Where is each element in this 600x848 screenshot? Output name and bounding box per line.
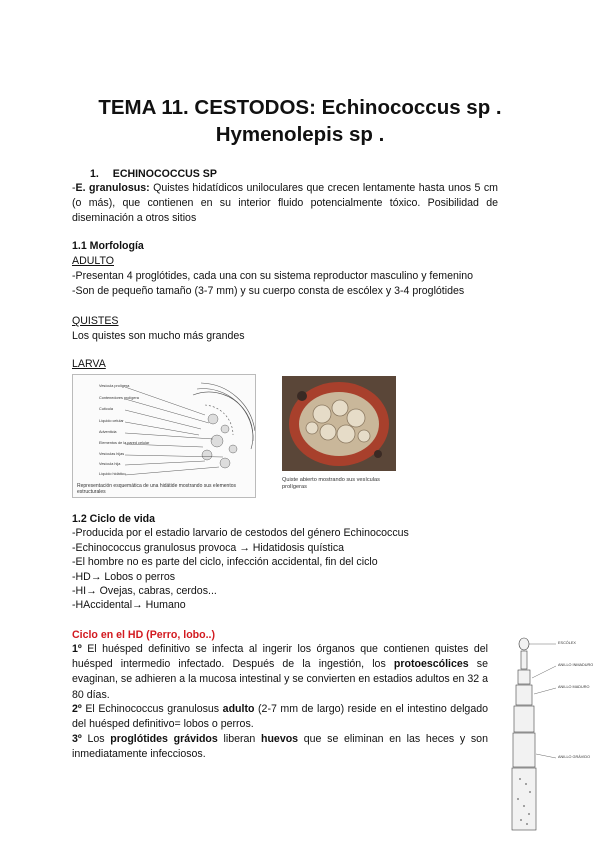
diagram-label-2: Contenedores prolígera <box>99 396 139 400</box>
cyst-photo-illustration <box>282 376 396 471</box>
step-3-text-a: Los <box>81 733 111 745</box>
hydatid-diagram <box>73 375 255 497</box>
worm-label-maduro: ANILLO MADURO <box>558 685 590 689</box>
step-2-number: 2º <box>72 703 82 715</box>
adulto-line-1: -Presentan 4 proglótides, cada una con su sistema reproductor masculino y femenino <box>72 270 474 282</box>
diagram-label-9: Líquido hidático <box>99 472 126 476</box>
diagram-label-7: Vesículas hijas <box>99 452 125 456</box>
intro-text: Quistes hidatídicos uniloculares que crecen lentamente hasta unos 5 cm (o más), que contienen en su interior fluido potencialmente tóxico. Posibilidad de diseminación a otros sitios <box>72 182 498 225</box>
quistes-label: QUISTES <box>72 315 119 327</box>
worm-label-inmaduro: ANILLO INMADURO <box>558 663 594 667</box>
diagram-label-1: Vesícula prolígera <box>99 384 130 388</box>
larva-label: LARVA <box>72 358 106 370</box>
ciclo-hd-heading: Ciclo en el HD (Perro, lobo..) <box>72 629 216 641</box>
step-1-term: protoescólices <box>393 658 469 671</box>
worm-label-escolex: ESCÓLEX <box>558 641 576 645</box>
diagram-label-3: Cutícula <box>99 407 113 411</box>
step-2-text-a: El Echinococcus granulosus <box>81 703 223 715</box>
morfologia-heading: 1.1 Morfología <box>72 240 144 252</box>
diagram-label-6: Elementos de la pared celular <box>99 441 150 445</box>
step-1-text-a: El huésped definitivo se infecta al ingerir los órganos que contienen quistes del huésped intermedio infectado. Después de la ingestión, los <box>72 643 488 671</box>
intro-prefix: - <box>72 182 76 194</box>
ciclo-line-5: -HI→ Ovejas, cabras, cerdos... <box>72 585 217 597</box>
section-heading <box>90 167 217 182</box>
ciclo-line-6: -HAccidental→ Humano <box>72 599 186 611</box>
ciclo-line-1: -Producida por el estadio larvario de cestodos del género Echinococcus <box>72 527 409 539</box>
worm-label-gravido: ANILLO GRÁVIDO <box>558 755 591 759</box>
adulto-line-2: -Son de pequeño tamaño (3-7 mm) y su cuerpo consta de escólex y 3-4 proglótides <box>72 285 465 297</box>
step-2-text-b: (2-7 mm de largo) reside en el intestino delgado del huésped definitivo= lobos o perros. <box>72 703 489 731</box>
hydatid-diagram-figure <box>72 374 256 498</box>
step-3-text-c: que se eliminan en las heces y son inmediatamente infecciosos. <box>72 733 488 761</box>
photo-caption: Quiste abierto mostrando sus vesículas prolígeras <box>282 477 380 490</box>
ciclo-line-2: -Echinococcus granulosus provoca → Hidatidosis quística <box>72 542 345 554</box>
step-2-term: adulto <box>222 703 255 715</box>
step-1-number: 1º <box>72 643 82 655</box>
step-3-term-1: proglótides grávidos <box>110 733 218 745</box>
diagram-label-4: Líquido celular <box>99 419 124 423</box>
ciclo-line-3: -El hombre no es parte del ciclo, infección accidental, fin del ciclo <box>72 556 378 568</box>
diagram-label-8: Vesícula hija <box>99 462 121 466</box>
ciclo-heading: 1.2 Ciclo de vida <box>72 513 156 525</box>
adulto-label: ADULTO <box>72 255 114 267</box>
diagram-label-5: Adventicia <box>99 430 117 434</box>
adult-worm-figure <box>494 634 598 842</box>
section-title: ECHINOCOCCUS SP <box>112 168 217 180</box>
step-3-term-2: huevos <box>260 733 299 745</box>
step-1-text-b: se evaginan, se adhieren a la mucosa intestinal y se convierten en estadios adultos en 32 a 80 días. <box>72 658 488 701</box>
diagram-caption: Representación esquemática de una hidátide mostrando sus elementos estructurales <box>77 483 236 495</box>
step-3-text-b: liberan <box>217 733 261 745</box>
cyst-photo <box>282 376 396 471</box>
ciclo-hd-paragraph-2 <box>72 702 488 732</box>
step-3-number: 3º <box>72 733 82 745</box>
ciclo-hd-paragraph-3 <box>72 732 488 762</box>
ciclo-line-4: -HD→ Lobos o perros <box>72 571 176 583</box>
intro-paragraph <box>72 181 498 227</box>
intro-term: E. granulosus: <box>75 182 150 194</box>
quistes-text: Los quistes son mucho más grandes <box>72 330 245 342</box>
page-title-line1: TEMA 11. CESTODOS: Echinococcus sp . <box>98 96 502 119</box>
ciclo-hd-paragraph-1 <box>72 642 488 703</box>
section-number: 1. <box>90 168 99 180</box>
page-title-line2: Hymenolepis sp . <box>215 123 385 146</box>
